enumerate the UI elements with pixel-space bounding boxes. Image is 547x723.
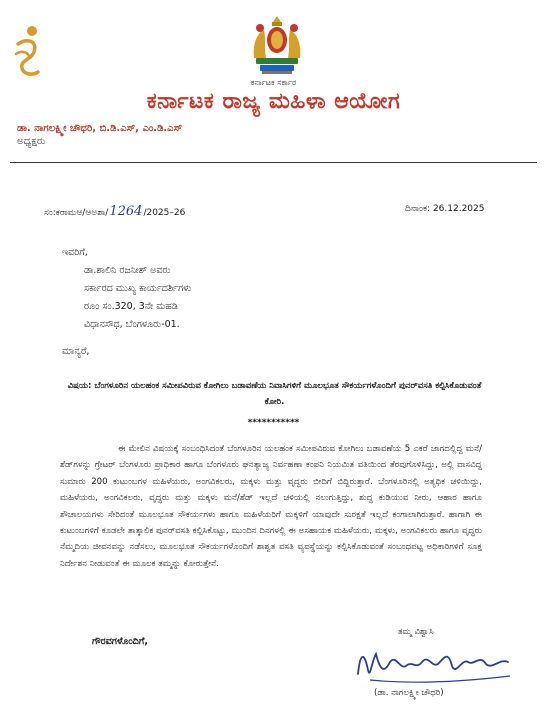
yours-faithfully: ತಮ್ಮ ವಿಶ್ವಾಸಿ — [398, 627, 434, 637]
header-divider — [10, 162, 537, 163]
state-emblem-icon — [248, 14, 306, 76]
reference-suffix: /2025–26 — [143, 208, 186, 218]
commission-title: ಕರ್ನಾಟಕ ರಾಜ್ಯ ಮಹಿಳಾ ಆಯೋಗ — [146, 89, 401, 114]
letter-date — [405, 204, 484, 214]
chairperson-name: ಡಾ. ನಾಗಲಕ್ಷ್ಮೀ ಚೌಧರಿ, ಬಿ.ಡಿ.ಎಸ್, ಎಂ.ಡಿ.ಎಸ್ — [17, 123, 183, 134]
government-name: ಕರ್ನಾಟಕ ಸರ್ಕಾರ — [250, 78, 297, 87]
subject-line — [60, 378, 489, 410]
separator-stars: *********** — [247, 418, 300, 428]
recipient-line: ಡಾ.ಶಾಲಿನಿ ರಜನೀಶ್ ಅವರು — [84, 265, 171, 276]
closing-line: ಗೌರವಗಳೊಂದಿಗೆ, — [92, 636, 149, 647]
chairperson-title: ಅಧ್ಯಕ್ಷರು — [17, 136, 46, 147]
reference-handwritten-number: 1264 — [109, 204, 143, 219]
body-text: ಈ ಮೇಲಿನ ವಿಷಯಕ್ಕೆ ಸಂಬಂಧಿಸಿದಂತೆ ಬೆಂಗಳೂರಿನ ಯಲಹಂಕ ಸಮೀಪವಿರುವ ಕೋಗಿಲು ಬಡಾವಣೆಯ 5 ಎಕರೆ ಜಾಗದಲ್ಲಿದ್ದ ಮನೆ/ಶೆಡ್‌ಗಳನ್ನು ಗ್ರೇಟರ್ ಬೆಂಗಳೂರು ಪ್ರಾಧಿಕಾರ ಹಾಗೂ ಬೆಂಗಳೂರು ಘನತ್ಯಾಜ್ಯ ನಿರ್ವಹಣಾ ಕಂಪನಿ ನಿಯಮಿತ ವತಿಯಿಂದ ತೆರವುಗೊಳಿಸಿದ್ದು, ಅಲ್ಲಿ ವಾಸವಿದ್ದ ಸುಮಾರು 200 ಕುಟುಂಬಗಳ ಮಹಿಳೆಯರು, ಅಂಗವಿಕಲರು, ಮಕ್ಕಳು ಮತ್ತು ವೃದ್ಧರು ಬೀದಿಗೆ ಬಿದ್ದಿರುತ್ತಾರೆ. ಬೆಂಗಳೂರಿನಲ್ಲಿ ಅತ್ಯಧಿಕ ಚಳಿಯಿದ್ದು, ಮಹಿಳೆಯರು, ಅಂಗವಿಕಲರು, ವೃದ್ಧರು ಮತ್ತು ಮಕ್ಕಳು ಮನೆ/ಶೆಡ್ ಇಲ್ಲದೆ ಚಳಿಯಲ್ಲಿ ನಲುಗುತ್ತಿದ್ದು, ಶುದ್ಧ ಕುಡಿಯುವ ನೀರು, ಆಹಾರ ಹಾಗೂ ಶೌಚಾಲಯಗಳು ಸೇರಿದಂತೆ ಮೂಲಭೂತ ಸೌಕರ್ಯಗಳು ಹಾಗೂ ಮಹಿಳೆಯರಿಗೆ ಮಕ್ಕಳಿಗೆ ಯಾವುದೇ ಸುರಕ್ಷತೆ ಇಲ್ಲದೆ ಕಂಗಾಲಾಗಿರುತ್ತಾರೆ. ಹಾಗಾಗಿ ಈ ಕುಟುಂಬಗಳಿಗೆ ಕೂಡಲೇ ತಾತ್ಕಾಲಿಕ ಪುನರ್‌ವಸತಿ ಕಲ್ಪಿಸಿಕೊಟ್ಟು, ಮುಂದಿನ ದಿನಗಳಲ್ಲಿ ಈ ಅಸಹಾಯಕ ಮಹಿಳೆಯರು, ಮಕ್ಕಳು, ಅಂಗವಿಕಲರು ಹಾಗೂ ವೃದ್ಧರು ನೆಮ್ಮದಿಯ ಜೀವನವನ್ನು ನಡೆಸಲು, ಮೂಲಭೂತ ಸೌಕರ್ಯಗಳೊಂದಿಗೆ ಶಾಶ್ವತ ವಸತಿ ವ್ಯವಸ್ಥೆಯನ್ನು ಕಲ್ಪಿಸಿಕೊಡುವಂತೆ ಸಂಬಂಧಪಟ್ಟ ಅಧಿಕಾರಿಗಳಿಗೆ ಸೂಕ್ತ ನಿರ್ದೇಶನ ನೀಡುವಂತೆ ಈ ಮೂಲಕ ತಮ್ಮನ್ನು ಕೋರುತ್ತೇನೆ. — [60, 444, 482, 569]
to-label: ಇವರಿಗೆ, — [62, 247, 88, 258]
recipient-line: ವಿಧಾನಸೌಧ, ಬೆಂಗಳೂರು-01. — [84, 319, 180, 330]
commission-logo-icon — [8, 22, 48, 80]
reference-number — [44, 204, 185, 219]
salutation: ಮಾನ್ಯರೆ, — [62, 346, 90, 357]
letter-body — [60, 441, 482, 572]
recipient-line: ರೂಂ ಸಂ.320, 3ನೇ ಮಹಡಿ — [84, 301, 178, 312]
recipient-line: ಸರ್ಕಾರದ ಮುಖ್ಯ ಕಾರ್ಯದರ್ಶಿಗಳು — [84, 283, 192, 294]
recipient-block — [62, 244, 191, 334]
signature-icon — [350, 640, 530, 690]
date-value: 26.12.2025 — [432, 204, 485, 214]
date-label: ದಿನಾಂಕ: — [405, 204, 431, 214]
subject-label: ವಿಷಯ: — [67, 381, 92, 391]
signer-name: (ಡಾ. ನಾಗಲಕ್ಷ್ಮೀ ಚೌಧರಿ) — [374, 688, 444, 698]
reference-prefix: ಸಂ:ಕರಾಮಆ/ಆಅಶಾ/ — [44, 208, 109, 218]
subject-text: ಬೆಂಗಳೂರಿನ ಯಲಹಂಕ ಸಮೀಪವಿರುವ ಕೋಗಿಲು ಬಡಾವಣೆಯ ನಿವಾಸಿಗಳಿಗೆ ಮೂಲಭೂತ ಸೌಕರ್ಯಗಳೊಂದಿಗೆ ಪುನರ್‌ವಸತಿ ಕಲ್ಪಿಸಿಕೊಡುವಂತೆ ಕೋರಿ. — [94, 381, 482, 407]
